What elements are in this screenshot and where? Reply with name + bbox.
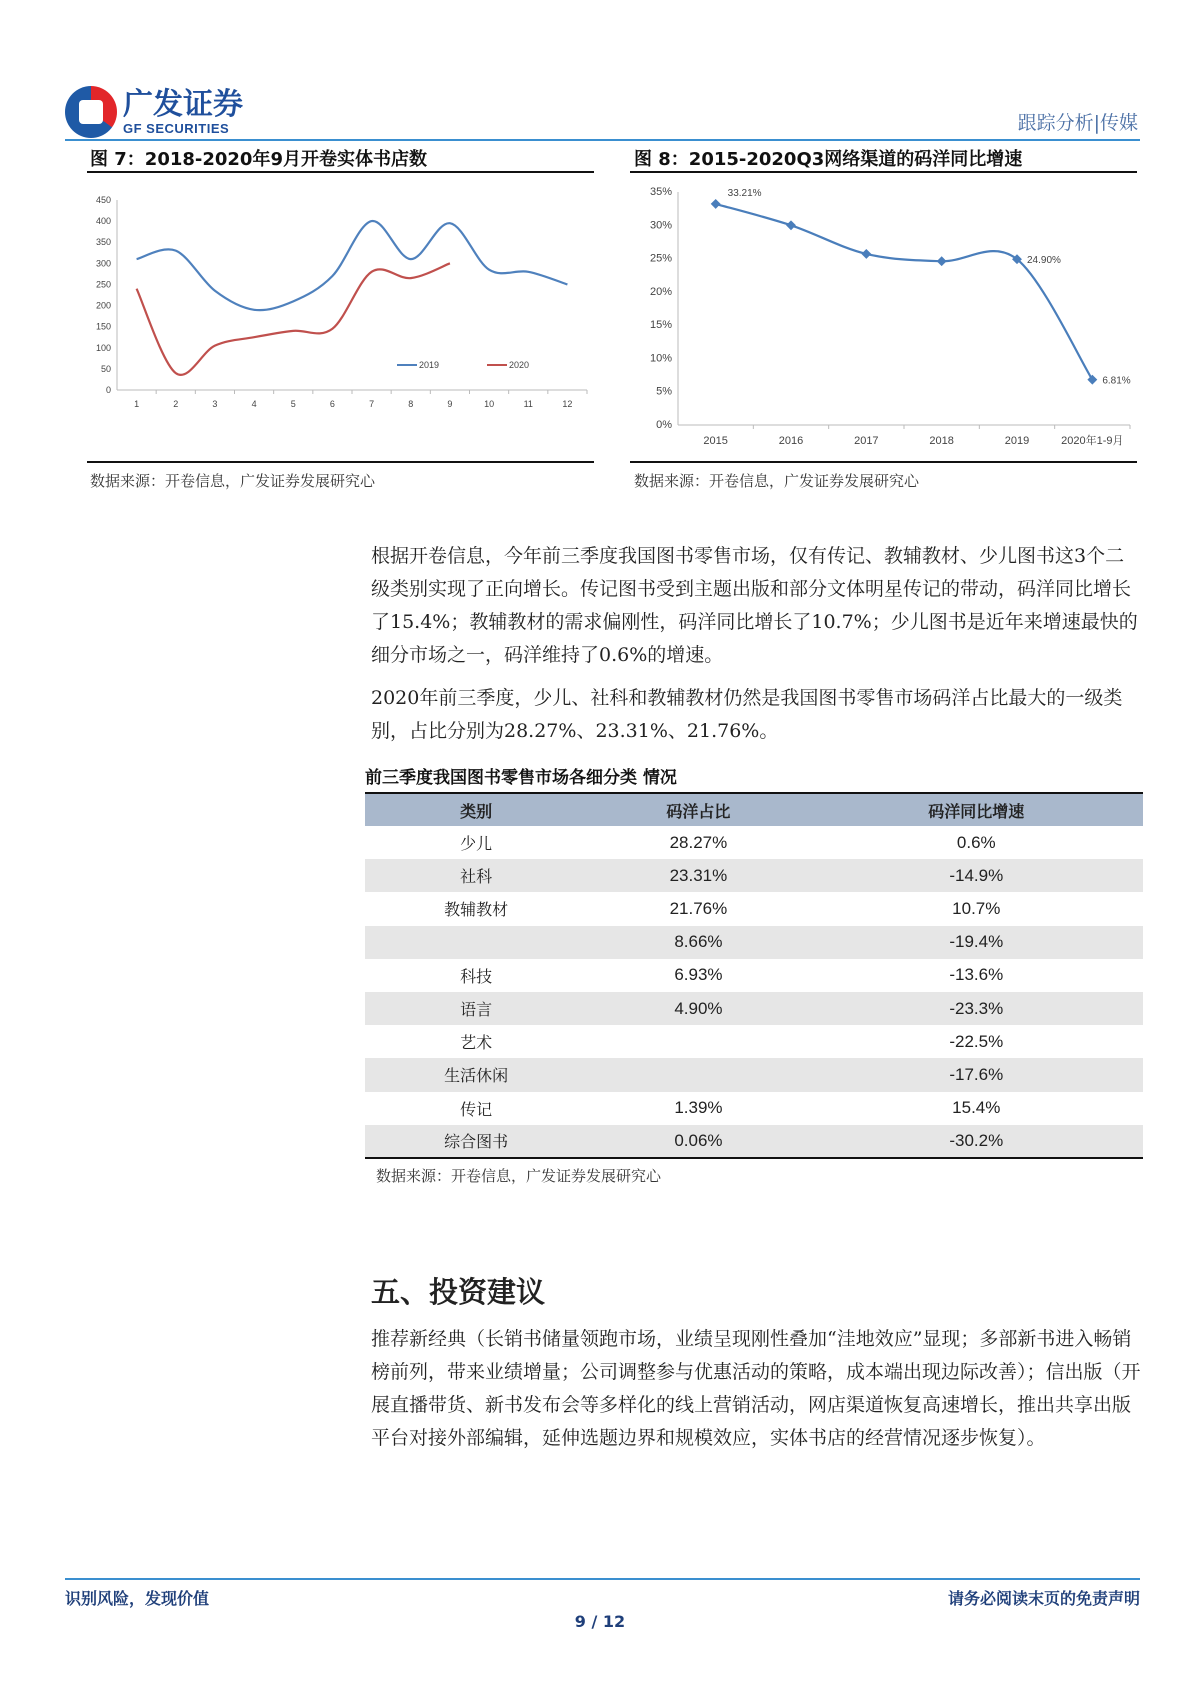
cell-growth: -13.6% xyxy=(949,965,1004,985)
y-tick-label: 350 xyxy=(95,237,111,248)
y-tick-label: 5% xyxy=(656,385,672,398)
cell-category: 少儿 xyxy=(460,834,493,854)
cell-share: 4.90% xyxy=(587,992,809,1025)
series-line-2020 xyxy=(137,263,450,375)
company-logo xyxy=(65,86,243,138)
cell-growth: -19.4% xyxy=(810,926,1143,959)
cell-category: 科技 xyxy=(460,966,493,986)
y-tick-label: 10% xyxy=(649,352,672,365)
header-divider xyxy=(65,139,1140,141)
cell-share xyxy=(587,1025,809,1058)
logo-en: GF SECURITIES xyxy=(123,120,230,136)
table-row xyxy=(365,1092,1143,1125)
table-title: 前三季度我国图书零售市场各细分类 情况 xyxy=(365,768,677,788)
x-tick-label: 12 xyxy=(562,399,573,409)
table-row xyxy=(365,926,1143,959)
y-tick-label: 25% xyxy=(649,252,672,265)
section-paragraph: 推荐新经典（长销书储量领跑市场，业绩呈现刚性叠加“洼地效应”显现；多部新书进入畅销榜前列，带来业绩增量；公司调整参与优惠活动的策略，成本端出现边际改善）；信出版（开展直播带货、新书发布会等多样化的线上营销活动，网店渠道恢复高速增长，推出共享出版平台对接外部编辑，延伸选题边界和规模效应，实体书店的经营情况逐步恢复）。 xyxy=(371,1328,1141,1449)
report-section: 跟踪分析|传媒 xyxy=(1017,112,1138,134)
fig8-source: 数据来源：开卷信息，广发证券发展研究心 xyxy=(634,472,920,490)
x-tick-label: 5 xyxy=(290,399,296,409)
cell-category: 社科 xyxy=(365,859,587,892)
table-source: 数据来源：开卷信息，广发证券发展研究心 xyxy=(376,1167,662,1185)
x-tick-label: 11 xyxy=(523,399,533,409)
table-row xyxy=(365,1125,1143,1158)
x-tick-label: 4 xyxy=(251,399,257,409)
x-tick-label: 10 xyxy=(484,399,495,409)
col-header-share: 码洋占比 xyxy=(587,793,809,826)
table-row xyxy=(365,959,1143,992)
cell-growth: 0.6% xyxy=(956,832,996,852)
y-tick-label: 30% xyxy=(649,219,672,232)
cell-share: 23.31% xyxy=(587,859,809,892)
x-tick-label: 9 xyxy=(447,399,453,409)
cell-category: 综合图书 xyxy=(365,1125,587,1158)
footer-disclaimer[interactable]: 请务必阅读末页的免责声明 xyxy=(947,1589,1140,1608)
paragraph-2: 2020年前三季度，少儿、社科和教辅教材仍然是我国图书零售市场码洋占比最大的一级类别，占比分别为28.27%、23.31%、21.76%。 xyxy=(371,687,1123,742)
cell-share: 8.66% xyxy=(587,926,809,959)
fig7-source: 数据来源：开卷信息，广发证券发展研究心 xyxy=(90,472,376,490)
page-number: 9 / 12 xyxy=(574,1612,626,1631)
x-tick-label: 2018 xyxy=(929,435,954,447)
category-table xyxy=(365,792,1143,1159)
y-tick-label: 400 xyxy=(95,216,111,227)
table-row xyxy=(365,1058,1143,1091)
fig7-top-rule xyxy=(87,171,594,173)
y-tick-label: 0% xyxy=(656,419,672,431)
cell-category xyxy=(365,926,587,959)
fig8-chart xyxy=(630,180,1137,462)
data-label: 24.90% xyxy=(1027,255,1061,267)
table-row xyxy=(365,1025,1143,1058)
fig7-bottom-rule xyxy=(87,461,594,463)
logo-cn: 广发证券 xyxy=(123,86,243,122)
y-tick-label: 100 xyxy=(95,342,111,353)
cell-share: 28.27% xyxy=(669,832,728,852)
data-label: 33.21% xyxy=(727,187,762,199)
fig7-title: 图 7：2018-2020年9月开卷实体书店数 xyxy=(90,149,427,170)
data-label: 6.81% xyxy=(1102,375,1131,387)
legend-label: 2019 xyxy=(419,360,440,370)
y-tick-label: 50 xyxy=(100,363,111,374)
x-tick-label: 2016 xyxy=(778,435,804,447)
cell-growth: -22.5% xyxy=(949,1031,1004,1051)
series-line-码洋同比增速 xyxy=(716,204,1093,380)
x-tick-label: 8 xyxy=(408,399,414,409)
fig7-chart xyxy=(87,190,594,430)
y-tick-label: 15% xyxy=(649,319,672,332)
cell-share: 1.39% xyxy=(674,1098,723,1118)
cell-growth: 15.4% xyxy=(952,1098,1001,1118)
table-row xyxy=(365,892,1143,925)
cell-category: 传记 xyxy=(460,1099,493,1119)
data-point xyxy=(711,199,721,209)
paragraph-1: 根据开卷信息，今年前三季度我国图书零售市场，仅有传记、教辅教材、少儿图书这3个二级类别实现了正向增长。传记图书受到主题出版和部分文体明星传记的带动，码洋同比增长了15.4%；教辅教材的需求偏刚性，码洋同比增长了10.7%；少儿图书是近年来增速最快的细分市场之一，码洋维持了0.6%的增速。 xyxy=(371,545,1138,666)
y-tick-label: 300 xyxy=(95,258,111,269)
x-tick-label: 2020年1-9月 xyxy=(1061,435,1124,447)
data-point xyxy=(786,220,796,230)
x-tick-label: 7 xyxy=(369,399,375,409)
fig8-bottom-rule xyxy=(630,461,1137,463)
col-header-growth: 码洋同比增速 xyxy=(810,793,1143,826)
fig8-title: 图 8：2015-2020Q3网络渠道的码洋同比增速 xyxy=(634,149,1023,170)
cell-share xyxy=(587,1058,809,1091)
x-tick-label: 1 xyxy=(134,399,140,409)
cell-category: 语言 xyxy=(365,992,587,1025)
table-row xyxy=(365,826,1143,859)
cell-growth: -23.3% xyxy=(810,992,1143,1025)
data-point xyxy=(937,256,947,266)
footer-divider xyxy=(65,1578,1140,1580)
cell-category: 生活休闲 xyxy=(365,1058,587,1091)
y-tick-label: 0 xyxy=(105,385,111,395)
cell-share: 0.06% xyxy=(587,1125,809,1158)
x-tick-label: 6 xyxy=(329,399,335,409)
logo-icon xyxy=(65,86,117,138)
x-tick-label: 2015 xyxy=(703,435,728,447)
y-tick-label: 150 xyxy=(95,321,111,332)
legend-label: 2020 xyxy=(509,360,530,370)
cell-category: 艺术 xyxy=(460,1033,493,1053)
footer-slogan: 识别风险，发现价值 xyxy=(65,1589,210,1608)
x-tick-label: 2019 xyxy=(1004,435,1030,447)
series-line-2019 xyxy=(137,221,568,310)
cell-share: 21.76% xyxy=(669,898,728,918)
table-row xyxy=(365,859,1143,892)
y-tick-label: 450 xyxy=(95,195,111,205)
section-heading: 五、投资建议 xyxy=(371,1275,546,1309)
col-header-category: 类别 xyxy=(365,793,587,826)
cell-growth: -30.2% xyxy=(810,1125,1143,1158)
fig8-top-rule xyxy=(630,171,1137,173)
y-tick-label: 35% xyxy=(649,186,672,198)
cell-growth: 10.7% xyxy=(952,898,1001,918)
table-row xyxy=(365,992,1143,1025)
cell-growth: -14.9% xyxy=(810,859,1143,892)
data-point xyxy=(1087,375,1097,385)
cell-growth: -17.6% xyxy=(810,1058,1143,1091)
data-point xyxy=(861,249,871,259)
cell-category: 教辅教材 xyxy=(444,900,509,920)
y-tick-label: 20% xyxy=(649,285,672,298)
y-tick-label: 200 xyxy=(95,300,111,311)
x-tick-label: 2 xyxy=(173,399,179,409)
cell-share: 6.93% xyxy=(674,965,723,985)
y-tick-label: 250 xyxy=(95,279,111,290)
x-tick-label: 2017 xyxy=(854,435,879,447)
x-tick-label: 3 xyxy=(212,399,218,409)
